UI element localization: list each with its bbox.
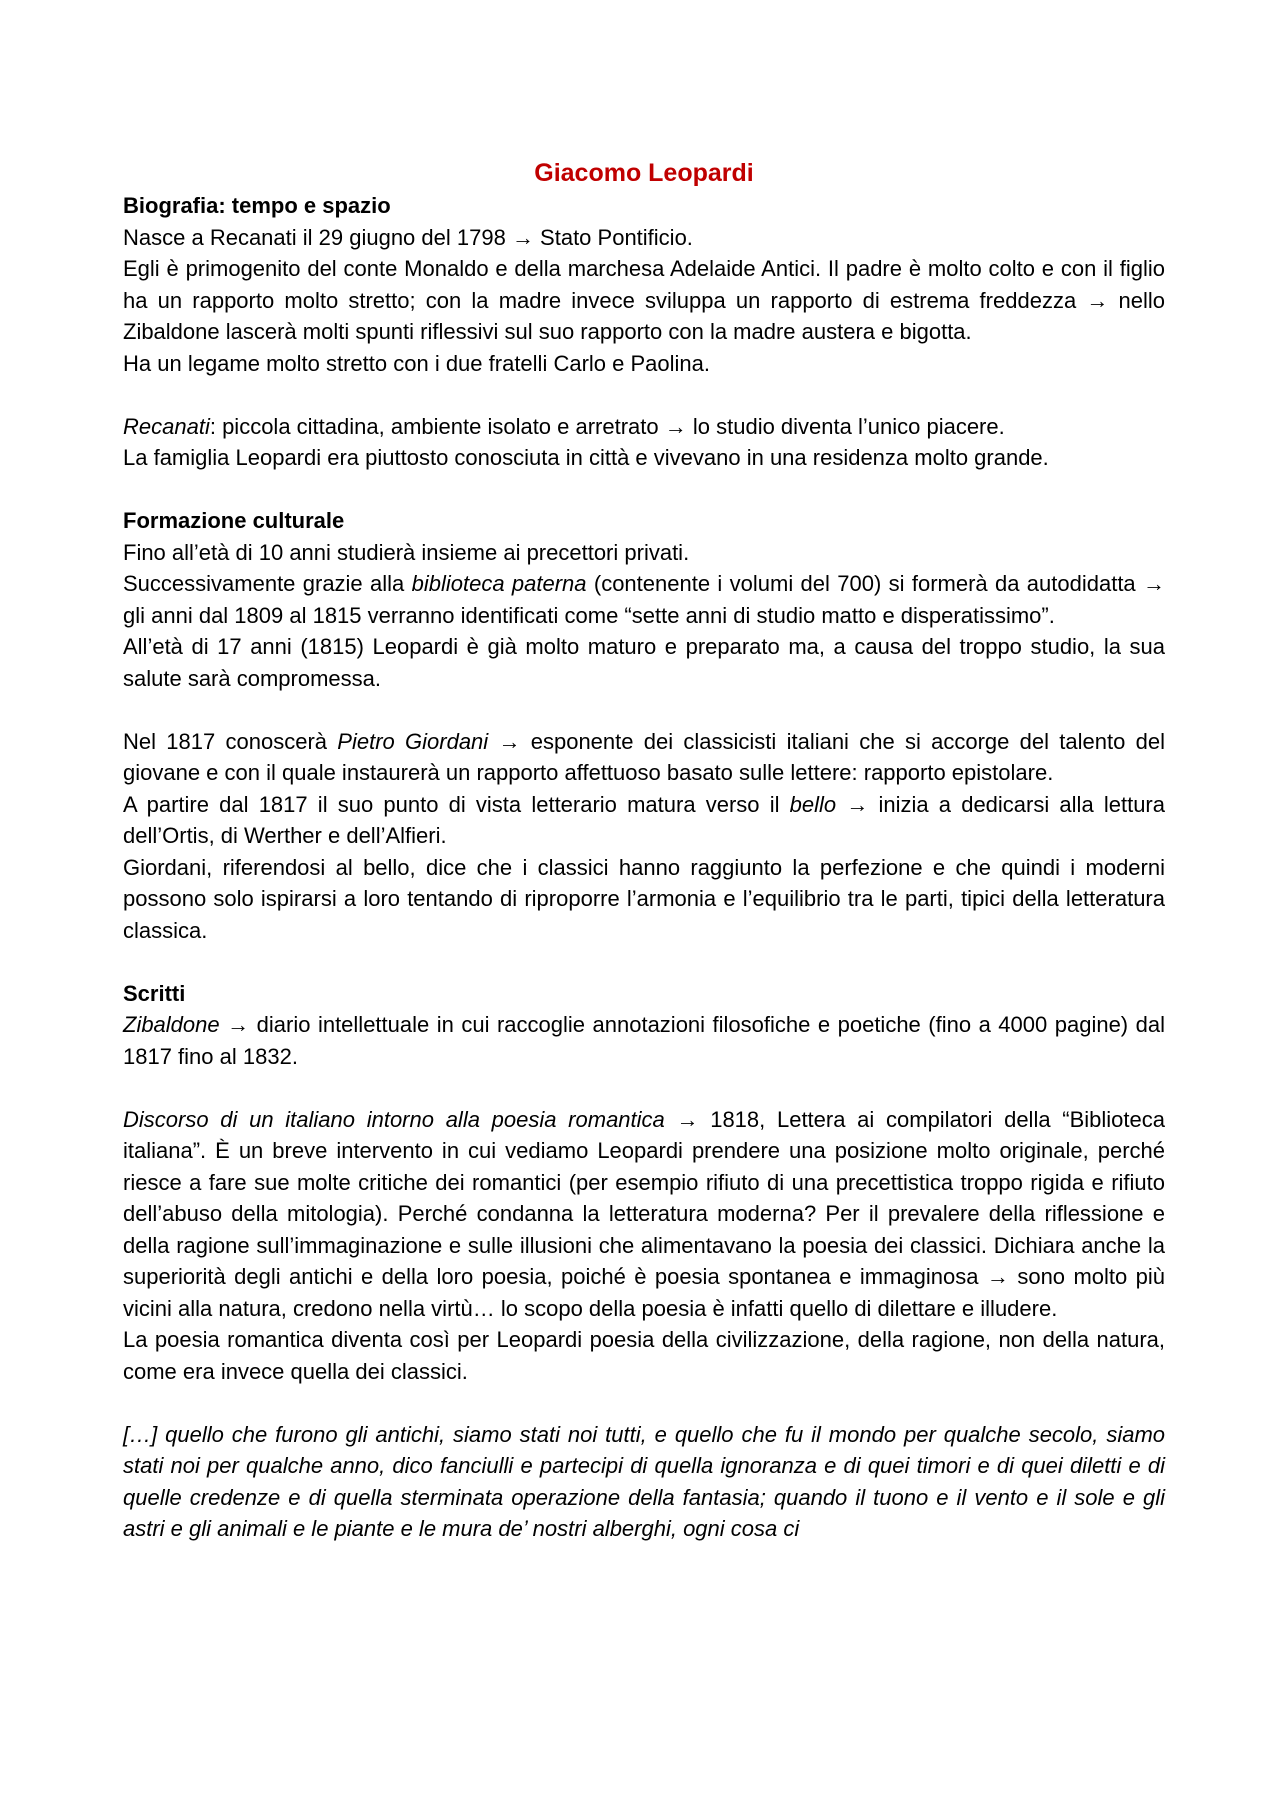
- paragraph: A partire dal 1817 il suo punto di vista letterario matura verso il bello → inizia a dedicarsi alla lettura dell’Ortis, di Werther e dell’Alfieri.: [123, 791, 1165, 848]
- arrow-icon: →: [664, 413, 687, 439]
- arrow-icon: →: [498, 728, 521, 754]
- document-page: [123, 156, 1165, 1545]
- arrow-icon: →: [227, 1012, 250, 1037]
- paragraph: Recanati: piccola cittadina, ambiente isolato e arretrato → lo studio diventa l’unico piacere.: [123, 413, 1005, 439]
- paragraph: Giordani, riferendosi al bello, dice che i classici hanno raggiunto la perfezione e che quindi i moderni possono solo ispirarsi a loro tentando di riproporre l’armonia e l’equilibrio tra le parti, tipici della letteratura classica.: [123, 854, 1165, 943]
- arrow-icon: →: [511, 224, 534, 250]
- section-heading-scritti: Scritti: [123, 980, 186, 1006]
- paragraph: Discorso di un italiano intorno alla poesia romantica → 1818, Lettera ai compilatori della “Biblioteca italiana”. È un breve intervento in cui vediamo Leopardi prendere una posizione molto originale, perché riesce a fare sue molte critiche dei romantici (per esempio rifiuto di una precettistica troppo rigida e rifiuto dell’abuso della mitologia). Perché condanna la letteratura moderna? Per il prevalere della riflessione e della ragione sull’immaginazione e sulle illusioni che alimentavano la poesia dei classici. Dichiara anche la superiorità degli antichi e della loro poesia, poiché è poesia spontanea e immaginosa → sono molto più vicini alla natura, credono nella virtù… lo scopo della poesia è infatti quello di dilettare e illudere.: [123, 1106, 1166, 1321]
- quote-paragraph: […] quello che furono gli antichi, siamo stati noi tutti, e quello che fu il mondo per qualche secolo, siamo stati noi per qualche anno, dico fanciulli e partecipi di quella ignoranza e di quei timori e di quei diletti e di quelle credenze e di quella sterminata operazione della fantasia; quando il tuono e il vento e il sole e gli astri e gli animali e le piante e le mura de’ nostri alberghi, ogni cosa ci: [123, 1421, 1165, 1541]
- section-heading-biografia: Biografia: tempo e spazio: [123, 193, 391, 218]
- paragraph: Egli è primogenito del conte Monaldo e della marchesa Adelaide Antici. Il padre è molto colto e con il figlio ha un rapporto molto stretto; con la madre invece sviluppa un rapporto di estrema freddezza → nello Zibaldone lascerà molti spunti riflessivi sul suo rapporto con la madre austera e bigotta.: [123, 256, 1165, 344]
- paragraph: Zibaldone → diario intellettuale in cui raccoglie annotazioni filosofiche e poetiche (fino a 4000 pagine) dal 1817 fino al 1832.: [123, 1012, 1165, 1069]
- arrow-icon: →: [676, 1106, 699, 1132]
- paragraph: Successivamente grazie alla biblioteca paterna (contenente i volumi del 700) si formerà da autodidatta → gli anni dal 1809 al 1815 verranno identificati come “sette anni di studio matto e disperatissimo”.: [123, 571, 1166, 628]
- paragraph: Ha un legame molto stretto con i due fratelli Carlo e Paolina.: [123, 350, 710, 376]
- arrow-icon: →: [1086, 287, 1109, 313]
- arrow-icon: →: [1143, 571, 1166, 596]
- paragraph: La poesia romantica diventa così per Leopardi poesia della civilizzazione, della ragione, non della natura, come era invece quella dei classici.: [123, 1327, 1165, 1384]
- paragraph: All’età di 17 anni (1815) Leopardi è già molto maturo e preparato ma, a causa del troppo studio, la sua salute sarà compromessa.: [123, 634, 1165, 691]
- paragraph: La famiglia Leopardi era piuttosto conosciuta in città e vivevano in una residenza molto grande.: [123, 445, 1049, 470]
- arrow-icon: →: [986, 1264, 1009, 1289]
- paragraph: Nasce a Recanati il 29 giugno del 1798 → Stato Pontificio.: [123, 224, 693, 250]
- paragraph: Fino all’età di 10 anni studierà insieme ai precettori privati.: [123, 539, 690, 565]
- paragraph: Nel 1817 conoscerà Pietro Giordani → esponente dei classicisti italiani che si accorge del talento del giovane e con il quale instaurerà un rapporto affettuoso basato sulle lettere: rapporto epistolare.: [123, 728, 1165, 785]
- section-heading-formazione: Formazione culturale: [123, 508, 345, 533]
- page-title: Giacomo Leopardi: [534, 159, 754, 187]
- arrow-icon: →: [846, 791, 869, 817]
